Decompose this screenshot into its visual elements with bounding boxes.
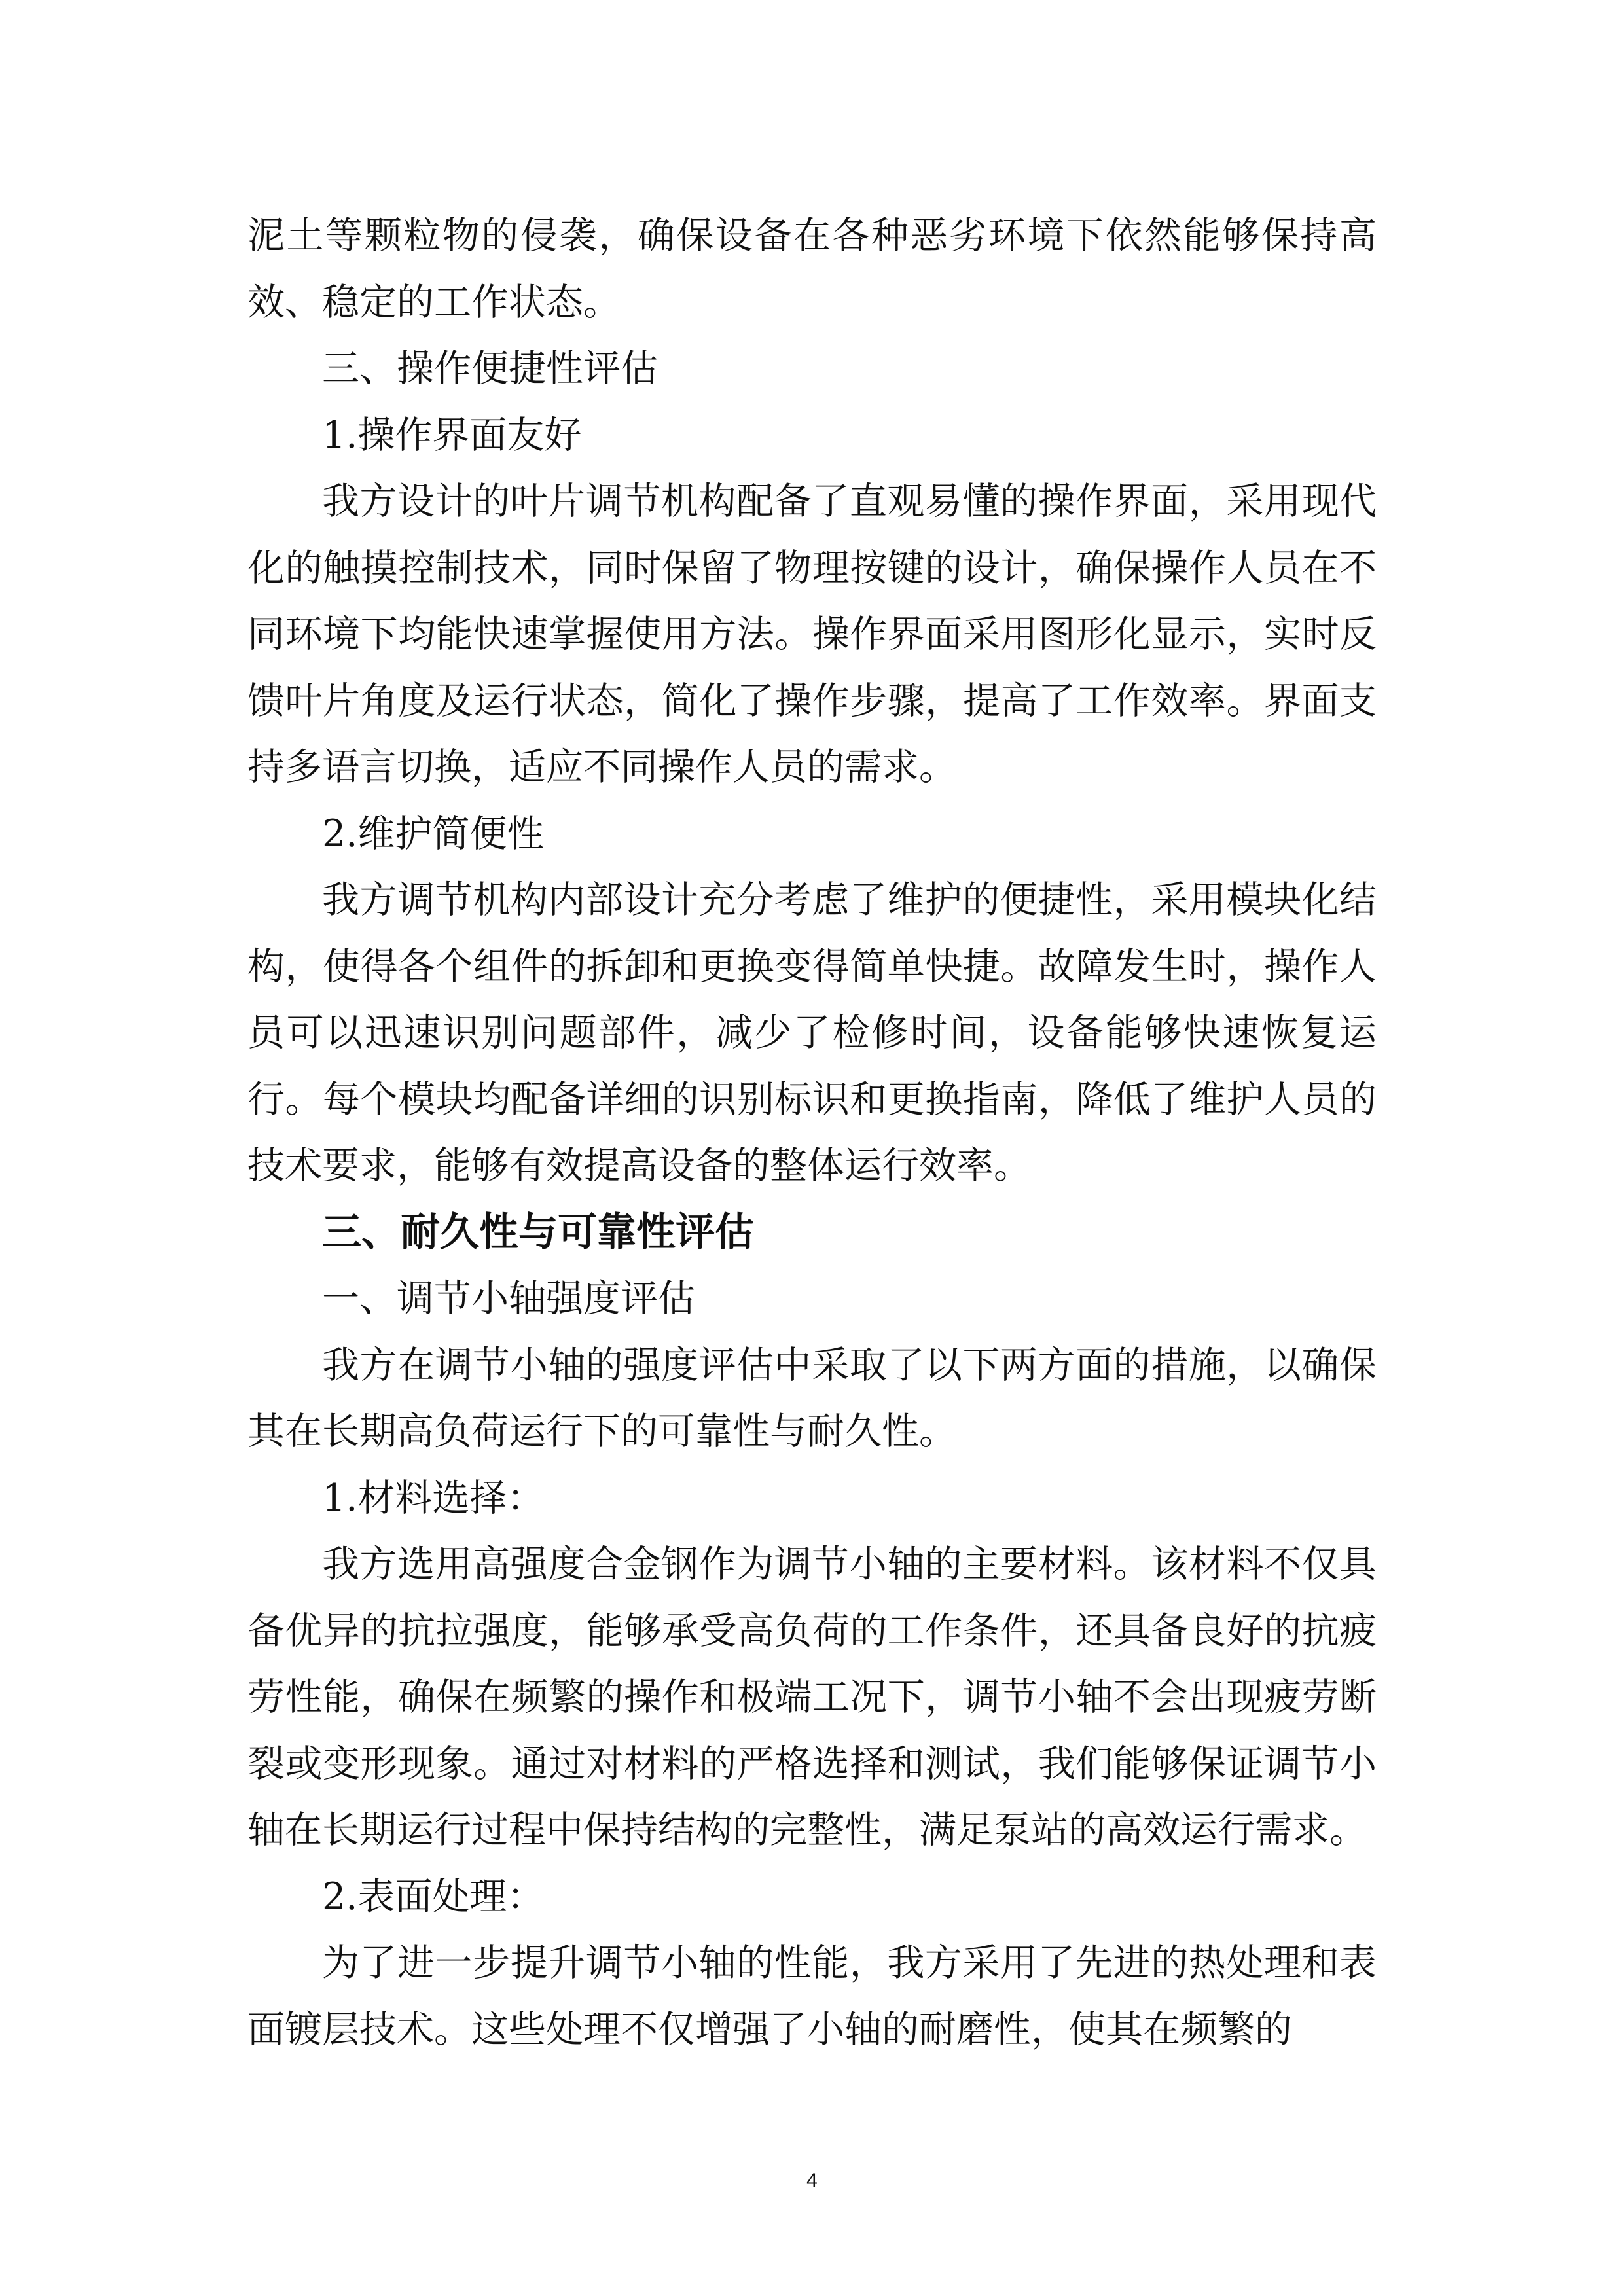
subheading-material-selection: 1.材料选择： — [322, 1476, 545, 1520]
page-number: 4 — [806, 2170, 818, 2191]
body-text — [247, 203, 1377, 2063]
subheading-maintenance: 2.维护简便性 — [322, 812, 545, 855]
subheading-surface-treatment: 2.表面处理： — [322, 1874, 545, 1918]
paragraph-shaft-strength: 我方在调节小轴的强度评估中采取了以下两方面的措施，以确保其在长期高负荷运行下的可靠性与耐久性。 — [247, 1343, 1377, 1453]
section-heading-durability: 三、耐久性与可靠性评估 — [322, 1209, 754, 1255]
paragraph-continuation: 泥土等颗粒物的侵袭，确保设备在各种恶劣环境下依然能够保持高效、稳定的工作状态。 — [247, 214, 1377, 324]
paragraph-material-selection: 我方选用高强度合金钢作为调节小轴的主要材料。该材料不仅具备优异的抗拉强度，能够承受高负荷的工作条件，还具备良好的抗疲劳性能，确保在频繁的操作和极端工况下，调节小轴不会出现疲劳断裂或变形现象。通过对材料的严格选择和测试，我们能够保证调节小轴在长期运行过程中保持结构的完整性，满足泵站的高效运行需求。 — [247, 1543, 1377, 1852]
paragraph-surface-treatment: 为了进一步提升调节小轴的性能，我方采用了先进的热处理和表面镀层技术。这些处理不仅增强了小轴的耐磨性，使其在频繁的 — [247, 1941, 1377, 2051]
subheading-operation-convenience: 三、操作便捷性评估 — [322, 347, 658, 390]
paragraph-maintenance: 我方调节机构内部设计充分考虑了维护的便捷性，采用模块化结构，使得各个组件的拆卸和更换变得简单快捷。故障发生时，操作人员可以迅速识别问题部件，减少了检修时间，设备能够快速恢复运行。每个模块均配备详细的识别标识和更换指南，降低了维护人员的技术要求，能够有效提高设备的整体运行效率。 — [247, 878, 1377, 1187]
subheading-shaft-strength: 一、调节小轴强度评估 — [322, 1277, 695, 1320]
subheading-friendly-interface: 1.操作界面友好 — [322, 413, 582, 457]
paragraph-interface: 我方设计的叶片调节机构配备了直观易懂的操作界面，采用现代化的触摸控制技术，同时保留了物理按键的设计，确保操作人员在不同环境下均能快速掌握使用方法。操作界面采用图形化显示，实时反馈叶片角度及运行状态，简化了操作步骤，提高了工作效率。界面支持多语言切换，适应不同操作人员的需求。 — [247, 480, 1377, 789]
